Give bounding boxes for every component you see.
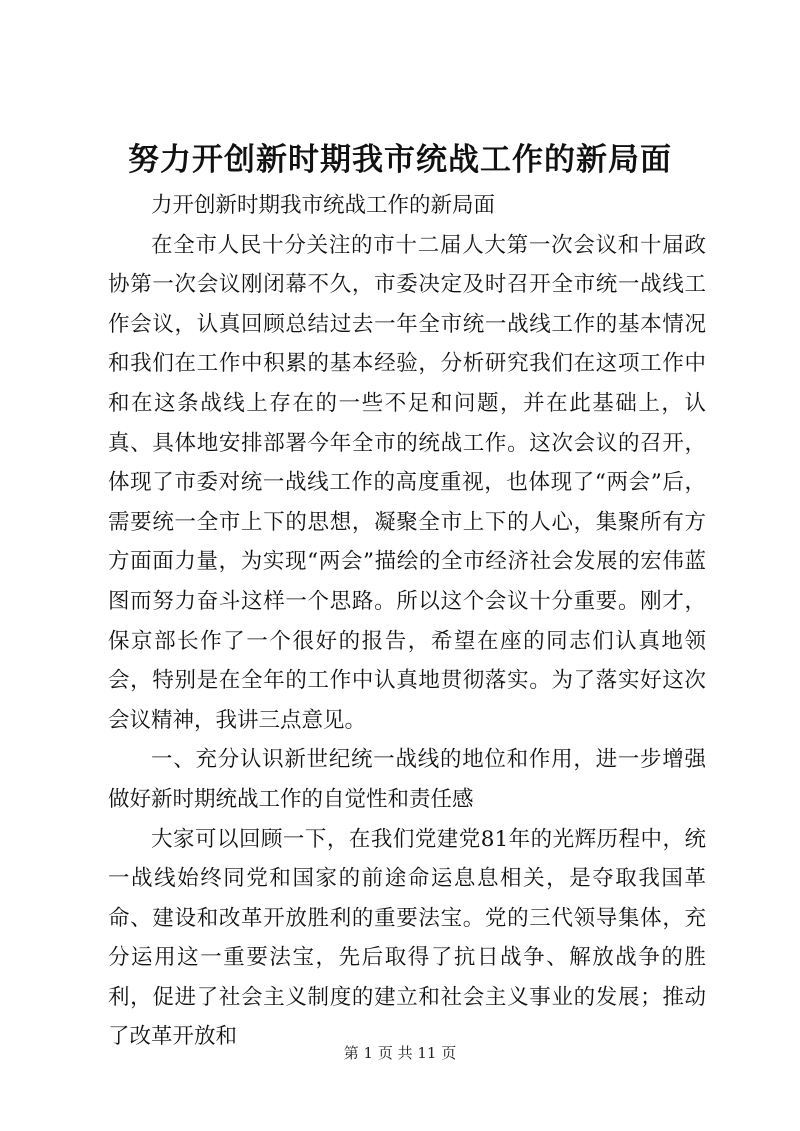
paragraph-section-heading: 一、充分认识新世纪统一战线的地位和作用，进一步增强做好新时期统战工作的自觉性和责任感 — [108, 747, 706, 812]
document-body — [108, 186, 706, 1057]
page-number-footer: 第 1 页 共 11 页 — [343, 1044, 457, 1062]
paragraph-intro: 在全市人民十分关注的市十二届人大第一次会议和十届政协第一次会议刚闭幕不久，市委决定及时召开全市统一战线工作会议，认真回顾总结过去一年全市统一战线工作的基本情况和我们在工作中积累的基本经验，分析研究我们在这项工作中和在这条战线上存在的一些不足和问题，并在此基础上，认真、具体地安排部署今年全市的统战工作。这次会议的召开，体现了市委对统一战线工作的高度重视，也体现了“两会”后，需要统一全市上下的思想，凝聚全市上下的人心，集聚所有方方面面力量，为实现“两会”描绘的全市经济社会发展的宏伟蓝图而努力奋斗这样一个思路。所以这个会议十分重要。刚才，保京部长作了一个很好的报告，希望在座的同志们认真地领会，特别是在全年的工作中认真地贯彻落实。为了落实好这次会议精神，我讲三点意见。 — [108, 232, 706, 733]
document-title: 努力开创新时期我市统战工作的新局面 — [128, 142, 672, 178]
paragraph-body: 大家可以回顾一下，在我们党建党81年的光辉历程中，统一战线始终同党和国家的前途命运息息相关，是夺取我国革命、建设和改革开放胜利的重要法宝。党的三代领导集体，充分运用这一重要法宝，先后取得了抗日战争、解放战争的胜利，促进了社会主义制度的建立和社会主义事业的发展；推动了改革开放和 — [108, 826, 706, 1050]
paragraph-subtitle: 力开创新时期我市统战工作的新局面 — [151, 193, 496, 218]
